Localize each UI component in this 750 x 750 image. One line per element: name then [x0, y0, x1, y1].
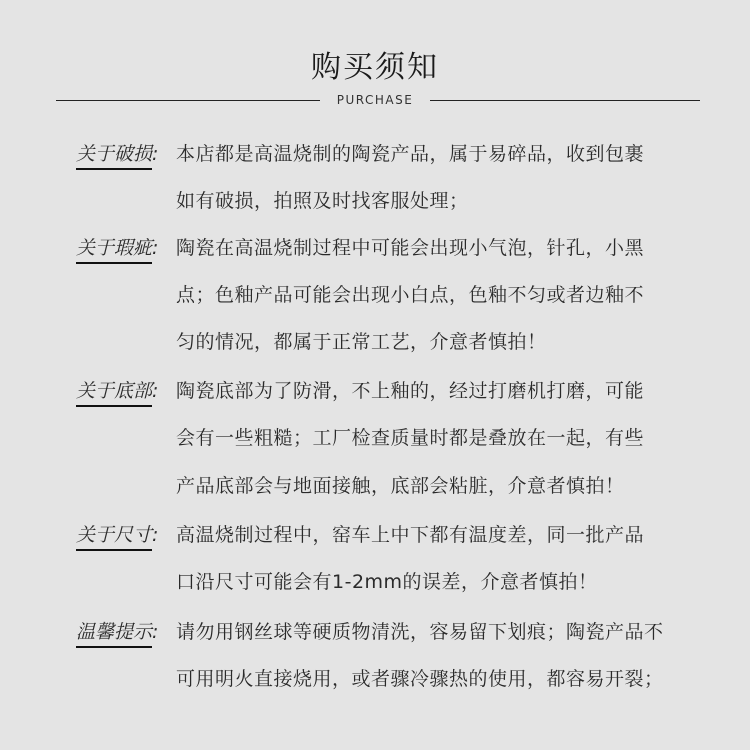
section-text: 本店都是高温烧制的陶瓷产品，属于易碎品，收到包裹	[176, 143, 645, 165]
section-text: 请勿用钢丝球等硬质物清洗，容易留下划痕；陶瓷产品不	[176, 621, 664, 643]
section-text: 可用明火直接烧用，或者骤冷骤热的使用，都容易开裂；	[176, 668, 664, 690]
page-subtitle: PURCHASE	[336, 93, 414, 107]
page-title: 购买须知	[311, 50, 439, 85]
section-text: 会有一些粗糙；工厂检查质量时都是叠放在一起，有些	[176, 427, 645, 449]
section-text: 口沿尺寸可能会有1-2mm的误差，介意者慎拍！	[176, 571, 598, 593]
section-label: 关于瑕疵	[76, 237, 152, 264]
section-text: 产品底部会与地面接触，底部会粘脏，介意者慎拍！	[176, 475, 625, 497]
section-text: 匀的情况，都属于正常工艺，介意者慎拍！	[176, 331, 547, 353]
section-text: 高温烧制过程中，窑车上中下都有温度差，同一批产品	[176, 524, 645, 546]
section-label: 关于尺寸	[76, 524, 152, 551]
section-label: 温馨提示	[76, 621, 152, 648]
section-text: 如有破损，拍照及时找客服处理；	[176, 190, 469, 212]
section-text: 点；色釉产品可能会出现小白点，色釉不匀或者边釉不	[176, 284, 645, 306]
section-label: 关于底部	[76, 380, 152, 407]
section-label: 关于破损	[76, 143, 152, 170]
section-text: 陶瓷底部为了防滑，不上釉的，经过打磨机打磨，可能	[176, 380, 645, 402]
section-text: 陶瓷在高温烧制过程中可能会出现小气泡，针孔，小黑	[176, 237, 645, 259]
